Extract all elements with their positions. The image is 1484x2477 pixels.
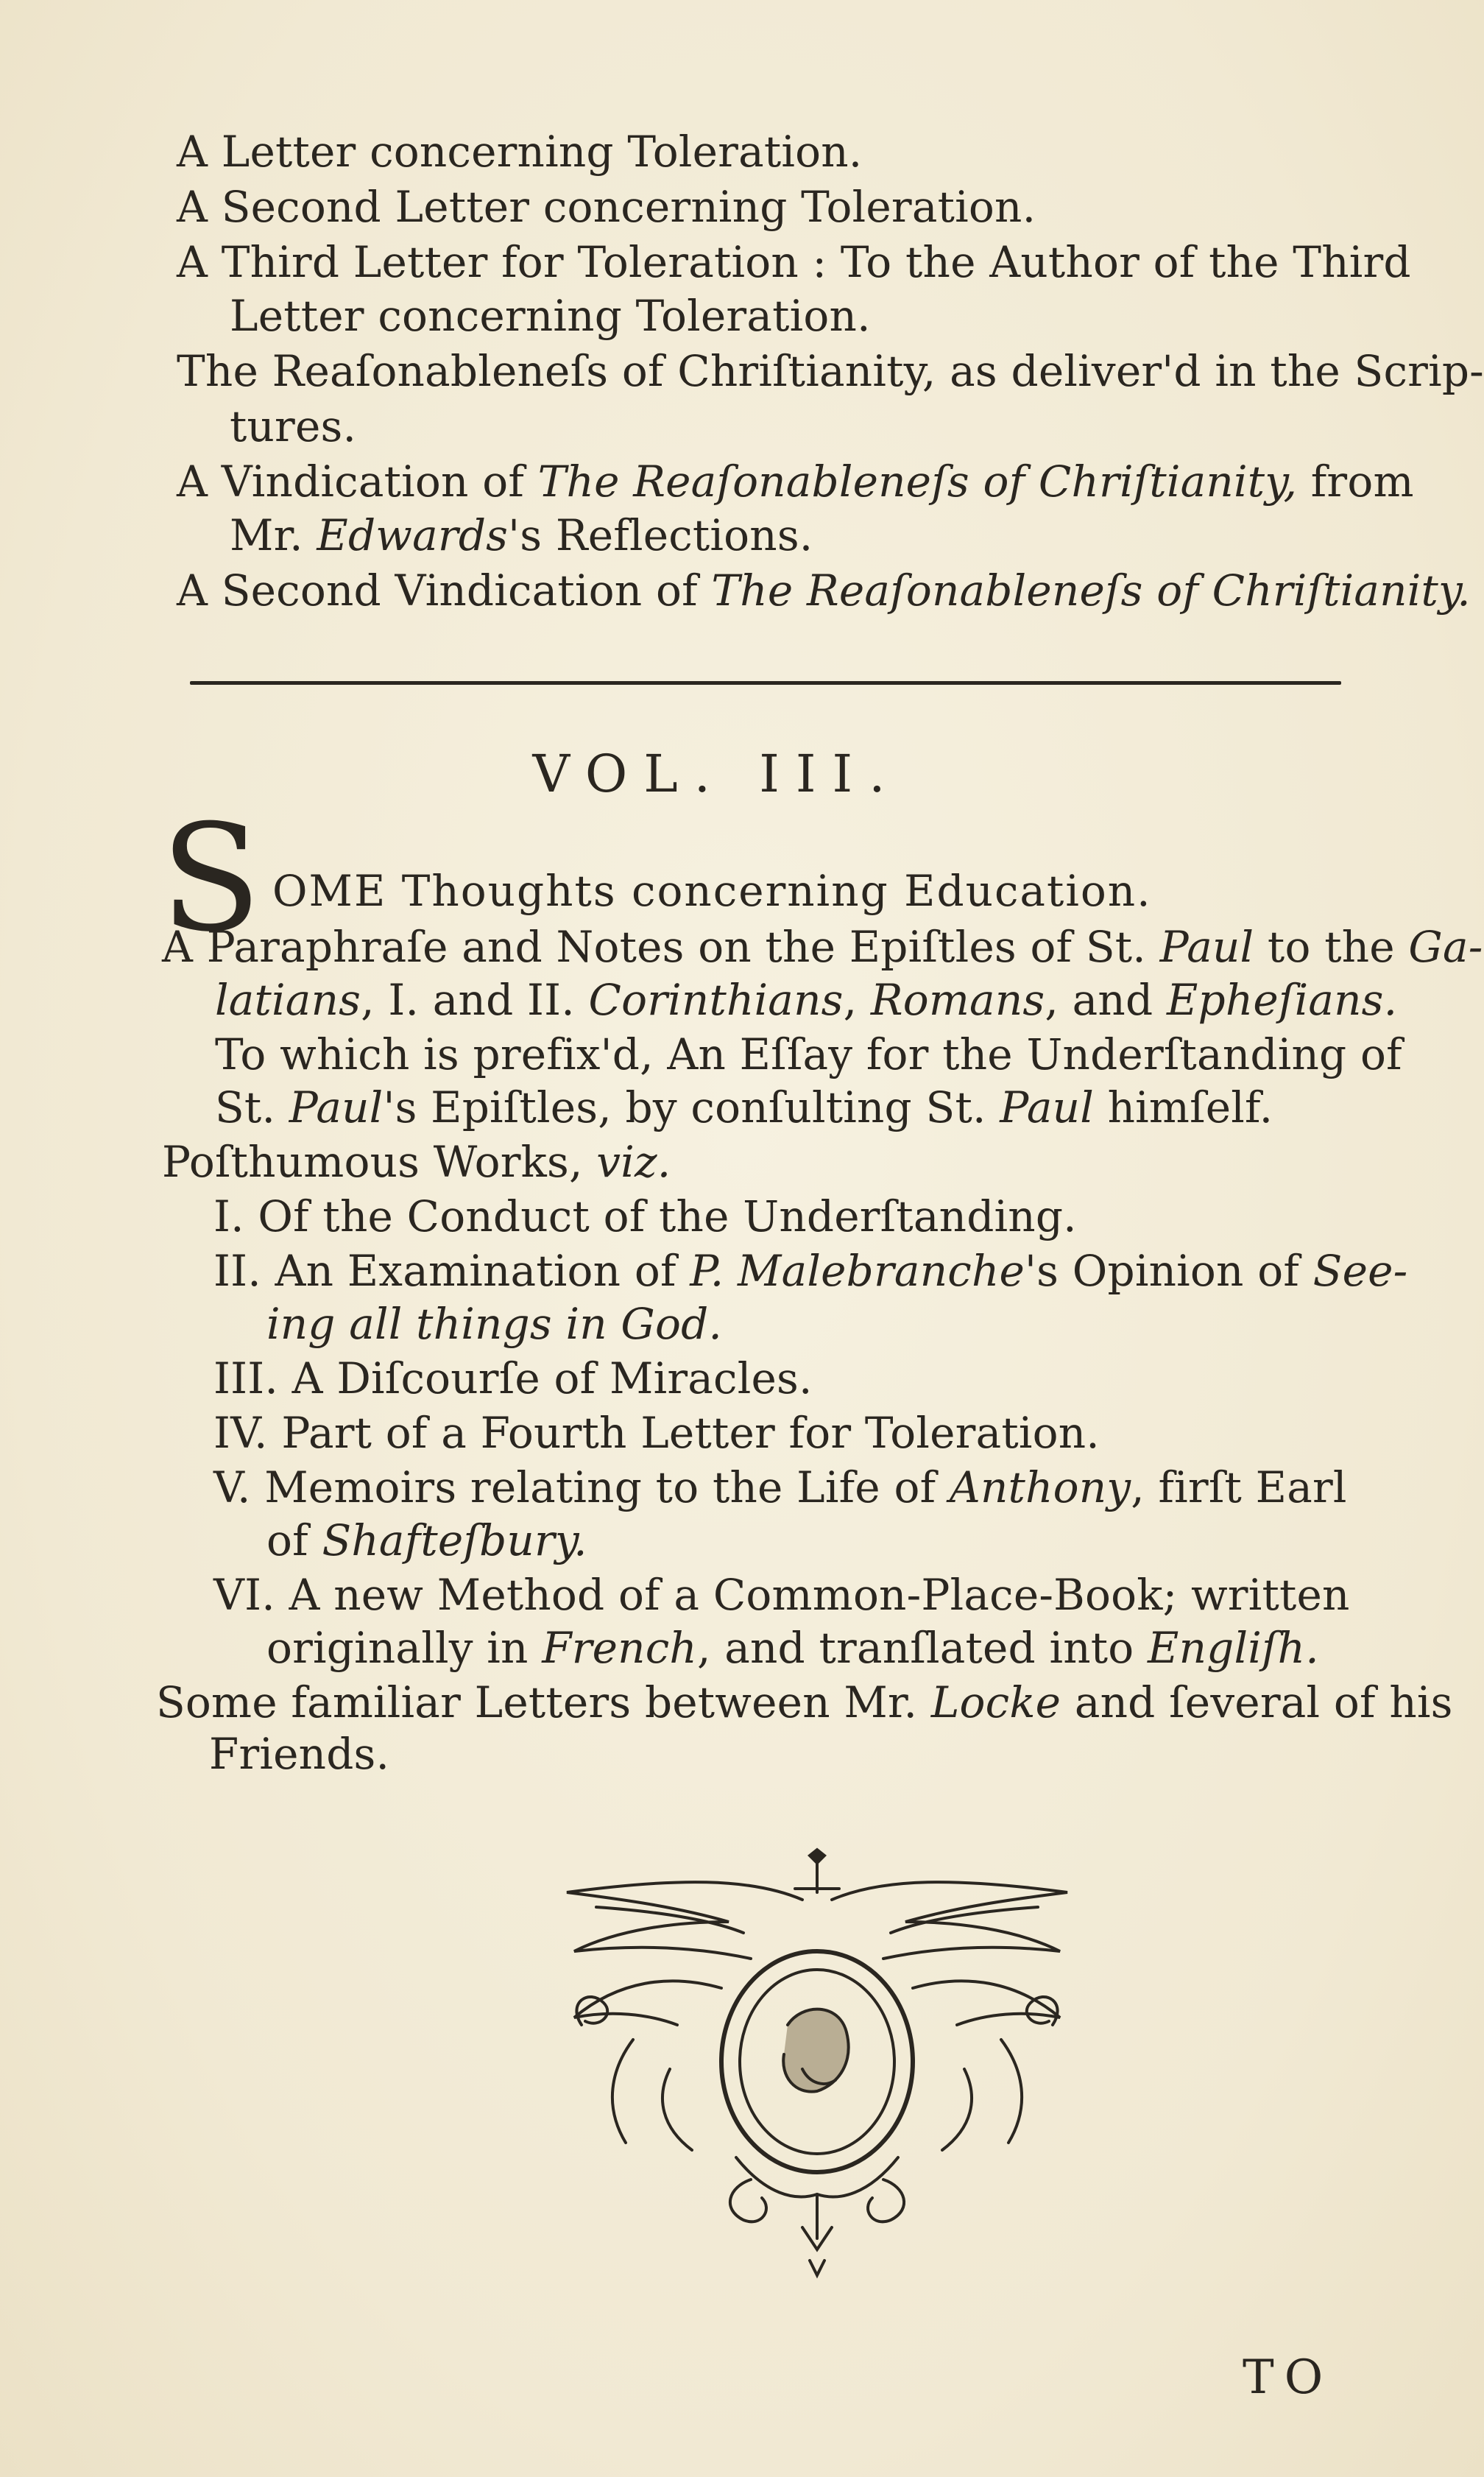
entry-name-italic: Edwards [317, 510, 509, 560]
entry-paraphrase-prefix [215, 1028, 1402, 1081]
entry-text: Friends. [209, 1729, 390, 1779]
entry-text: A Second Letter concerning Toleration. [177, 182, 1036, 232]
entry-paraphrase-continued [215, 973, 1397, 1026]
entry-third-letter-toleration [177, 236, 1411, 289]
entry-name-italic: Engliſh. [1148, 1623, 1319, 1673]
entry-reasonableness [177, 345, 1484, 398]
entry-conduct [213, 1190, 1077, 1243]
catchword: TO [1243, 2350, 1334, 2405]
entry-text: and ſeveral of his [1061, 1677, 1453, 1727]
entry-text: Poſthumous Works, [162, 1137, 597, 1187]
entry-second-letter-toleration [177, 180, 1036, 233]
entry-common-place-book-continued [266, 1621, 1319, 1674]
entry-text: , I. and II. [361, 975, 589, 1025]
entry-letter-toleration [177, 125, 862, 178]
entry-text: of [266, 1515, 322, 1565]
entry-text: The Reaſonableneſs of Chriſtianity, as deliver'd in the Scrip- [177, 346, 1484, 396]
entry-miracles [213, 1352, 813, 1405]
entry-familiar-letters-continued [209, 1727, 389, 1780]
entry-common-place-book [213, 1568, 1350, 1621]
entry-text: to the [1254, 922, 1409, 972]
entry-text: III. A Diſcourſe of Miracles. [213, 1353, 813, 1403]
entry-name-italic: viz. [596, 1137, 671, 1187]
entry-text: , and tranſlated into [696, 1623, 1148, 1673]
entry-name-italic: Ga- [1408, 922, 1483, 972]
entry-name-italic: Paul [1000, 1082, 1094, 1132]
entry-name-italic: Shafteſbury. [322, 1515, 587, 1565]
entry-text: 's Epiſtles, by conſulting St. [383, 1082, 1000, 1132]
entry-text: To which is prefix'd, An Eſſay for the Underſtanding of [215, 1029, 1402, 1079]
entry-text: A Vindication of [177, 457, 538, 507]
entry-text: A Paraphraſe and Notes on the Epiſtles of St. [162, 922, 1160, 972]
entry-name-italic: latians [215, 975, 361, 1025]
entry-posthumous-works [162, 1135, 671, 1188]
entry-reasonableness-continued [230, 400, 356, 453]
entry-memoirs [213, 1461, 1347, 1514]
entry-third-letter-continued [230, 289, 871, 342]
entry-text: 's Reflections. [508, 510, 813, 560]
volume-heading: VOL. III. [532, 744, 902, 804]
entry-text: A Second Vindication of [177, 565, 712, 616]
section-rule [190, 681, 1341, 685]
entry-text: IV. Part of a Fourth Letter for Toleration. [213, 1408, 1100, 1458]
entry-text: A Third Letter for Toleration : To the Author of the Third [177, 237, 1411, 287]
entry-vindication [177, 455, 1414, 508]
entry-education [272, 864, 1152, 917]
entry-title-italic: The Reaſonableneſs of Chriſtianity. [711, 565, 1471, 616]
entry-paraphrase [162, 920, 1483, 973]
entry-text: II. An Examination of [213, 1246, 690, 1296]
entry-text: tures. [230, 401, 357, 451]
entry-text: originally in [266, 1623, 543, 1673]
entry-text: V. Memoirs relating to the Life of [213, 1462, 950, 1512]
entry-name-italic: See- [1312, 1246, 1408, 1296]
entry-name-italic: Romans [870, 975, 1045, 1025]
entry-familiar-letters [156, 1676, 1453, 1729]
entry-text: himſelf. [1093, 1082, 1273, 1132]
entry-name-italic: French [542, 1623, 697, 1673]
entry-paraphrase-epistles [215, 1081, 1273, 1134]
entry-memoirs-continued [266, 1514, 587, 1567]
entry-examination [213, 1244, 1407, 1297]
entry-title-italic: The Reaſonableneſs of Chriſtianity, [537, 457, 1298, 507]
entry-name-italic: Paul [289, 1082, 384, 1132]
entry-name-italic: Paul [1159, 922, 1254, 972]
drop-capital: S [160, 793, 262, 965]
entry-text: from [1297, 457, 1414, 507]
entry-name-italic: Anthony [949, 1462, 1131, 1512]
entry-name-italic: Corinthians [588, 975, 844, 1025]
entry-text: , firſt Earl [1131, 1462, 1347, 1512]
entry-text: A Letter concerning Toleration. [177, 127, 863, 177]
entry-text: VI. A new Method of a Common-Place-Book; written [213, 1570, 1350, 1620]
entry-vindication-continued [230, 509, 813, 562]
entry-text: St. [215, 1082, 289, 1132]
entry-name-italic: Epheſians. [1166, 975, 1398, 1025]
entry-text: Some familiar Letters between Mr. [156, 1677, 931, 1727]
entry-name-italic: ing all things in God. [266, 1299, 723, 1349]
eagle-crest-vignette-icon [486, 1848, 1148, 2290]
entry-fourth-letter [213, 1406, 1100, 1459]
entry-text: , and [1045, 975, 1167, 1025]
entry-text: 's Opinion of [1025, 1246, 1313, 1296]
entry-second-vindication [177, 564, 1471, 617]
entry-name-italic: Locke [930, 1677, 1061, 1727]
entry-examination-continued [266, 1297, 722, 1350]
entry-text: OME Thoughts concerning Education. [272, 866, 1152, 916]
entry-text: I. Of the Conduct of the Underſtanding. [213, 1191, 1077, 1241]
entry-text: , [843, 975, 871, 1025]
entry-name-italic: P. Malebranche [690, 1246, 1025, 1296]
entry-text: Letter concerning Toleration. [230, 291, 871, 341]
entry-text: Mr. [230, 510, 317, 560]
